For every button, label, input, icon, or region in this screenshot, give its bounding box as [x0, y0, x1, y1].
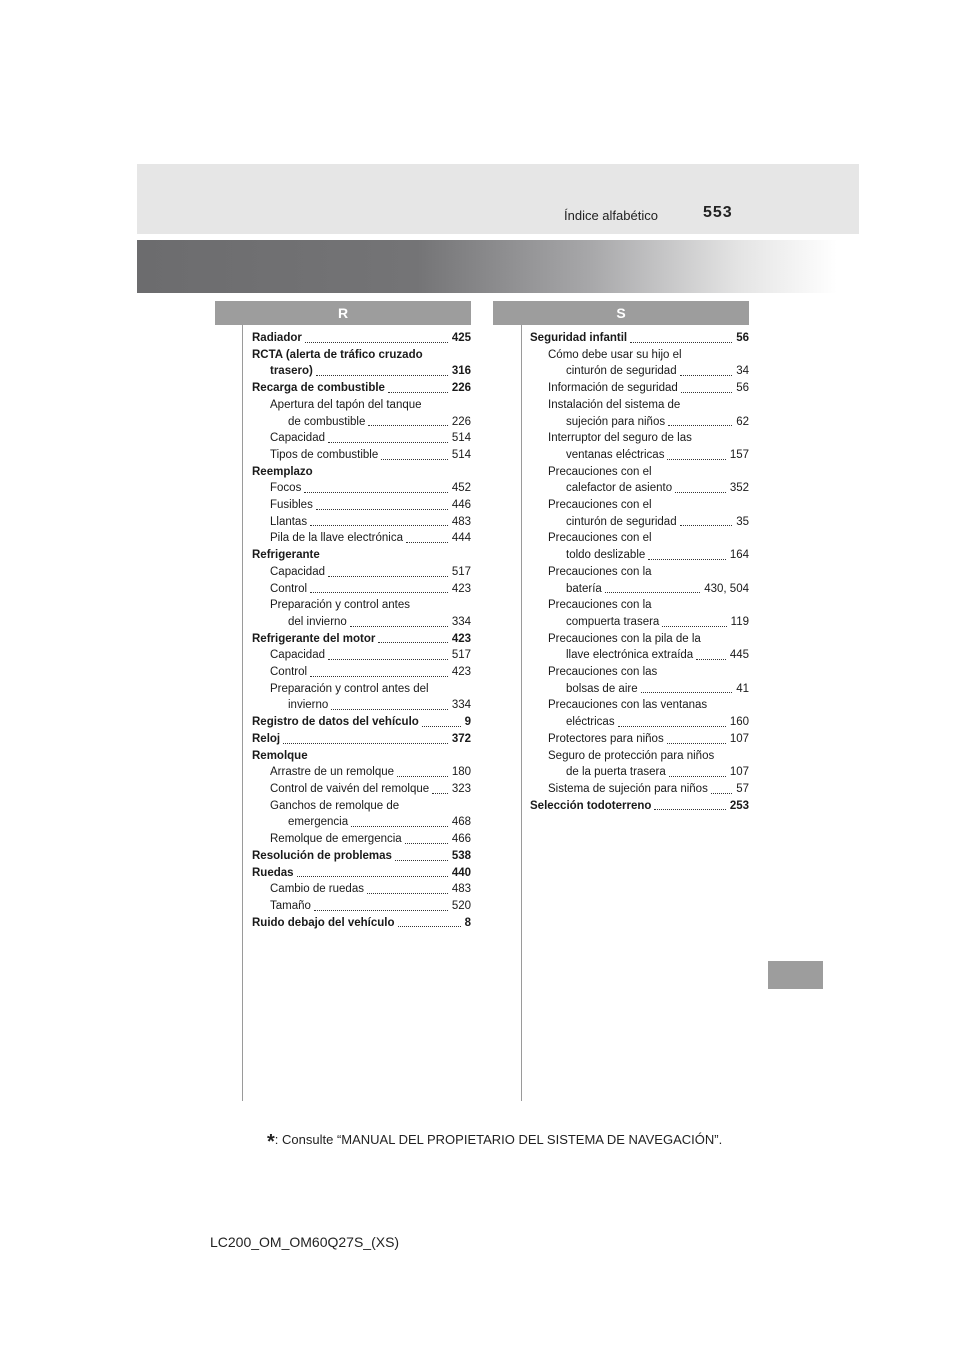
dot-leader: [397, 776, 448, 777]
dot-leader: [667, 743, 726, 744]
index-entry-page: 180: [451, 764, 471, 781]
index-entry: [252, 814, 471, 831]
index-entry: [530, 464, 749, 481]
index-entry: [252, 881, 471, 898]
index-entry-text: Refrigerante del motor: [252, 632, 376, 645]
index-entry-page: 41: [735, 681, 749, 698]
index-entry-text: Capacidad: [270, 565, 325, 578]
index-entry-text: eléctricas: [566, 716, 615, 729]
gradient-band: [137, 240, 837, 293]
footnote-text: : Consulte “MANUAL DEL PROPIETARIO DEL SISTEMA DE NAVEGACIÓN”.: [274, 1132, 723, 1147]
index-entry-text: batería: [566, 582, 602, 595]
index-entry: [252, 848, 471, 865]
index-entry-text: Información de seguridad: [548, 382, 678, 395]
dot-leader: [680, 525, 732, 526]
index-entry-page: 483: [451, 881, 471, 898]
index-entry: [530, 631, 749, 648]
index-entry-text: Ganchos de remolque de: [270, 799, 400, 812]
index-entry-text: Control: [270, 582, 308, 595]
index-entry-page: 452: [451, 480, 471, 497]
index-entry-text: Llantas: [270, 515, 308, 528]
index-entry: [530, 664, 749, 681]
index-entry-text: emergencia: [288, 816, 349, 829]
index-entry-text: Precauciones con el: [548, 532, 652, 545]
index-entry-page: 517: [451, 564, 471, 581]
dot-leader: [310, 525, 448, 526]
index-entry-page: 253: [729, 798, 749, 815]
index-entry: [252, 564, 471, 581]
chapter-tab: [768, 961, 823, 989]
index-entry-text: de la puerta trasera: [566, 766, 666, 779]
index-entry-text: Preparación y control antes del: [270, 682, 429, 695]
index-entry: [530, 347, 749, 364]
index-entry-text: trasero): [270, 365, 313, 378]
index-entry-text: Control de vaivén del remolque: [270, 782, 430, 795]
index-entry-page: 160: [729, 714, 749, 731]
index-entry-page: 107: [729, 731, 749, 748]
dot-leader: [304, 492, 448, 493]
footnote-star: *: [267, 1131, 275, 1153]
index-entry-text: Precauciones con la: [548, 599, 652, 612]
index-entry-page: 334: [451, 697, 471, 714]
index-entry: [530, 397, 749, 414]
index-entry: [252, 798, 471, 815]
index-entry: [252, 697, 471, 714]
dot-leader: [696, 659, 726, 660]
dot-leader: [378, 642, 448, 643]
index-entry: [530, 547, 749, 564]
index-entry: [530, 480, 749, 497]
index-entry-text: Selección todoterreno: [530, 799, 652, 812]
dot-leader: [654, 809, 726, 810]
index-entry: [530, 697, 749, 714]
index-entry-page: 444: [451, 530, 471, 547]
index-column-s: [530, 330, 749, 814]
index-entry-page: 423: [451, 581, 471, 598]
index-entry: [252, 631, 471, 648]
index-entry: [530, 681, 749, 698]
index-entry-page: 517: [451, 647, 471, 664]
dot-leader: [648, 559, 726, 560]
index-entry: [530, 514, 749, 531]
dot-leader: [406, 542, 448, 543]
index-entry-text: Instalación del sistema de: [548, 398, 681, 411]
index-entry: [530, 614, 749, 631]
index-entry-page: 34: [735, 363, 749, 380]
index-entry-text: Capacidad: [270, 432, 325, 445]
index-entry: [252, 664, 471, 681]
index-entry-text: Tipos de combustible: [270, 448, 379, 461]
index-entry: [252, 898, 471, 915]
dot-leader: [367, 893, 448, 894]
index-entry-page: 323: [451, 781, 471, 798]
dot-leader: [328, 659, 448, 660]
index-entry-text: Protectores para niños: [548, 732, 664, 745]
index-entry: [252, 480, 471, 497]
index-entry: [252, 514, 471, 531]
index-entry: [252, 915, 471, 932]
index-entry: [530, 447, 749, 464]
index-entry-text: RCTA (alerta de tráfico cruzado: [252, 348, 423, 361]
index-entry-page: 538: [451, 848, 471, 865]
header-band: [137, 164, 859, 234]
dot-leader: [310, 676, 448, 677]
index-entry-page: 226: [451, 414, 471, 431]
index-entry-page: 157: [729, 447, 749, 464]
index-entry: [252, 614, 471, 631]
index-entry: [530, 731, 749, 748]
section-title: Índice alfabético: [564, 208, 658, 223]
dot-leader: [381, 459, 448, 460]
index-entry: [530, 748, 749, 765]
index-entry-text: Resolución de problemas: [252, 849, 392, 862]
index-entry-page: 316: [451, 363, 471, 380]
index-entry: [252, 497, 471, 514]
index-entry-page: 334: [451, 614, 471, 631]
dot-leader: [351, 826, 448, 827]
index-entry: [530, 380, 749, 397]
index-entry: [530, 363, 749, 380]
index-entry-page: 440: [451, 865, 471, 882]
index-entry-page: 468: [451, 814, 471, 831]
index-entry: [252, 748, 471, 765]
index-entry: [252, 347, 471, 364]
index-entry-text: Interruptor del seguro de las: [548, 432, 692, 445]
index-entry-text: Cambio de ruedas: [270, 883, 364, 896]
index-entry: [530, 714, 749, 731]
dot-leader: [675, 492, 726, 493]
dot-leader: [395, 860, 448, 861]
index-entry: [530, 764, 749, 781]
index-entry-page: 56: [735, 380, 749, 397]
index-entry-text: Precauciones con el: [548, 465, 652, 478]
index-entry: [252, 363, 471, 380]
index-entry-page: 466: [451, 831, 471, 848]
index-entry-text: compuerta trasera: [566, 615, 660, 628]
index-entry: [530, 581, 749, 598]
index-entry-text: Remolque: [252, 749, 308, 762]
index-entry-text: Fusibles: [270, 499, 313, 512]
index-entry-page: 430, 504: [703, 581, 749, 598]
index-entry-text: Seguro de protección para niños: [548, 749, 715, 762]
index-entry-text: Tamaño: [270, 899, 311, 912]
index-column-r: [252, 330, 471, 931]
index-entry: [252, 681, 471, 698]
index-entry-page: 445: [729, 647, 749, 664]
index-entry-page: 8: [464, 915, 471, 932]
index-entry-text: Recarga de combustible: [252, 382, 385, 395]
index-entry-page: 483: [451, 514, 471, 531]
dot-leader: [316, 509, 448, 510]
dot-leader: [667, 459, 726, 460]
dot-leader: [680, 375, 732, 376]
index-entry: [252, 380, 471, 397]
index-entry-page: 62: [735, 414, 749, 431]
index-entry: [252, 430, 471, 447]
index-entry-text: llave electrónica extraída: [566, 649, 694, 662]
dot-leader: [331, 709, 448, 710]
index-entry: [530, 781, 749, 798]
index-entry-text: Arrastre de un remolque: [270, 766, 395, 779]
index-entry: [252, 530, 471, 547]
dot-leader: [669, 776, 726, 777]
index-entry: [252, 831, 471, 848]
index-entry-text: del invierno: [288, 615, 347, 628]
index-entry-text: Precauciones con las: [548, 666, 658, 679]
index-entry-page: 226: [451, 380, 471, 397]
index-entry: [252, 764, 471, 781]
index-entry: [252, 547, 471, 564]
dot-leader: [711, 793, 732, 794]
index-entry-text: Refrigerante: [252, 549, 320, 562]
letter-heading-s: S: [493, 301, 749, 325]
dot-leader: [316, 375, 448, 376]
index-entry-text: Capacidad: [270, 649, 325, 662]
column-rule-left: [242, 301, 243, 1101]
dot-leader: [398, 926, 461, 927]
index-entry-page: 372: [451, 731, 471, 748]
index-entry: [530, 597, 749, 614]
index-entry-text: Remolque de emergencia: [270, 833, 402, 846]
index-entry-text: Precauciones con las ventanas: [548, 699, 708, 712]
index-entry-page: 57: [735, 781, 749, 798]
letter-heading-r: R: [215, 301, 471, 325]
index-entry-text: bolsas de aire: [566, 682, 638, 695]
index-entry-text: cinturón de seguridad: [566, 515, 677, 528]
index-entry-page: 423: [451, 631, 471, 648]
index-entry-text: Seguridad infantil: [530, 332, 628, 344]
index-entry-text: invierno: [288, 699, 329, 712]
index-entry-text: Reemplazo: [252, 465, 313, 478]
index-entry-text: Precauciones con la pila de la: [548, 632, 701, 645]
index-entry-text: Ruedas: [252, 866, 294, 879]
index-entry-page: 119: [730, 614, 749, 631]
dot-leader: [368, 425, 448, 426]
index-entry-page: 56: [735, 330, 749, 347]
index-entry-text: Precauciones con la: [548, 565, 652, 578]
index-entry: [252, 581, 471, 598]
dot-leader: [422, 726, 461, 727]
dot-leader: [297, 876, 448, 877]
index-entry-page: 514: [451, 430, 471, 447]
index-entry-text: Radiador: [252, 332, 302, 344]
dot-leader: [432, 793, 448, 794]
index-entry-text: Registro de datos del vehículo: [252, 716, 419, 729]
index-entry-page: 352: [729, 480, 749, 497]
dot-leader: [283, 743, 448, 744]
index-entry-text: Sistema de sujeción para niños: [548, 782, 708, 795]
dot-leader: [350, 626, 448, 627]
index-entry-page: 9: [464, 714, 471, 731]
index-entry-text: Pila de la llave electrónica: [270, 532, 403, 545]
index-entry-page: 107: [729, 764, 749, 781]
index-entry: [252, 647, 471, 664]
index-entry: [252, 464, 471, 481]
page-number: 553: [703, 204, 733, 221]
index-entry: [252, 330, 471, 347]
index-entry: [252, 597, 471, 614]
index-entry: [252, 714, 471, 731]
index-entry: [252, 731, 471, 748]
index-entry: [530, 414, 749, 431]
index-entry: [530, 798, 749, 815]
dot-leader: [662, 626, 727, 627]
dot-leader: [305, 342, 448, 343]
dot-leader: [314, 910, 448, 911]
dot-leader: [641, 692, 732, 693]
index-entry-page: 514: [451, 447, 471, 464]
index-entry-text: Control: [270, 666, 308, 679]
dot-leader: [605, 592, 700, 593]
index-entry-text: calefactor de asiento: [566, 482, 673, 495]
footnote: [267, 1127, 723, 1153]
index-entry-page: 423: [451, 664, 471, 681]
index-entry: [530, 647, 749, 664]
index-entry: [252, 397, 471, 414]
document-code: LC200_OM_OM60Q27S_(XS): [210, 1234, 400, 1250]
index-entry-text: cinturón de seguridad: [566, 365, 677, 378]
dot-leader: [310, 592, 448, 593]
index-entry-text: sujeción para niños: [566, 415, 666, 428]
index-entry: [530, 530, 749, 547]
index-entry-page: 164: [729, 547, 749, 564]
index-entry-text: de combustible: [288, 415, 366, 428]
dot-leader: [681, 392, 732, 393]
index-entry-page: 35: [735, 514, 749, 531]
index-entry-text: Focos: [270, 482, 302, 495]
index-entry-text: Precauciones con el: [548, 499, 652, 512]
index-entry: [530, 430, 749, 447]
index-entry-page: 425: [451, 330, 471, 347]
index-entry: [530, 497, 749, 514]
index-entry: [530, 564, 749, 581]
dot-leader: [328, 442, 448, 443]
index-entry-text: Ruido debajo del vehículo: [252, 916, 395, 929]
index-entry-page: 446: [451, 497, 471, 514]
index-entry-text: Apertura del tapón del tanque: [270, 398, 422, 411]
index-entry: [252, 781, 471, 798]
index-entry-text: toldo deslizable: [566, 549, 646, 562]
index-entry: [252, 865, 471, 882]
index-entry-text: Cómo debe usar su hijo el: [548, 348, 682, 361]
index-entry-page: 520: [451, 898, 471, 915]
index-entry: [252, 447, 471, 464]
dot-leader: [618, 726, 726, 727]
dot-leader: [405, 843, 448, 844]
dot-leader: [388, 392, 448, 393]
dot-leader: [328, 576, 448, 577]
index-entry: [530, 330, 749, 347]
dot-leader: [630, 342, 732, 343]
index-entry-text: Reloj: [252, 732, 281, 745]
index-entry-text: Preparación y control antes: [270, 599, 410, 612]
index-entry-text: ventanas eléctricas: [566, 448, 665, 461]
column-rule-middle: [521, 301, 522, 1101]
dot-leader: [668, 425, 732, 426]
index-entry: [252, 414, 471, 431]
